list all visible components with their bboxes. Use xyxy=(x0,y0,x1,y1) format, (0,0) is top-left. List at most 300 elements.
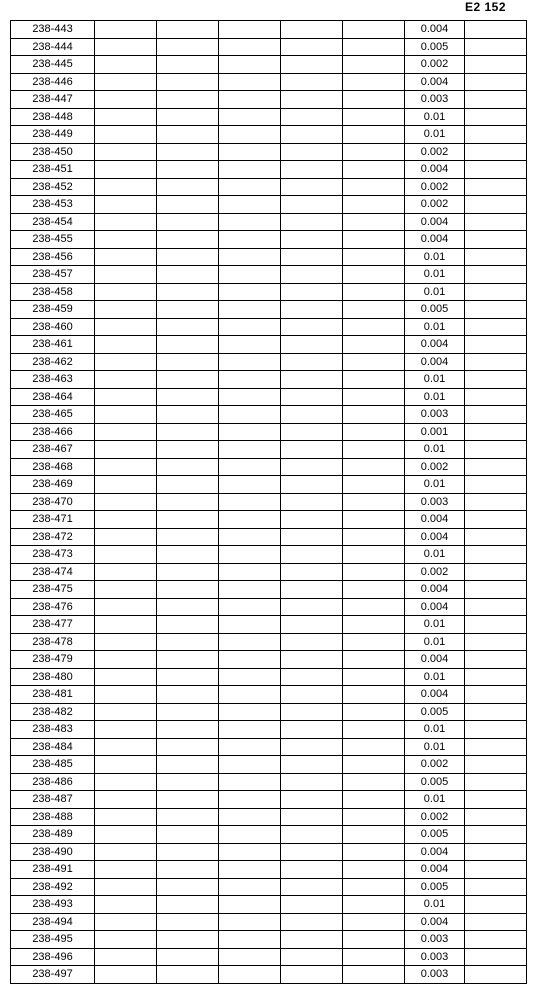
empty-cell xyxy=(157,511,219,529)
empty-cell xyxy=(219,91,281,109)
table-row xyxy=(11,371,527,389)
empty-cell xyxy=(281,56,343,74)
empty-cell xyxy=(95,38,157,56)
empty-cell xyxy=(157,738,219,756)
empty-cell xyxy=(343,826,405,844)
value-cell: 0.004 xyxy=(405,161,465,179)
sample-id-cell: 238-459 xyxy=(11,301,95,319)
empty-cell xyxy=(465,56,527,74)
empty-cell xyxy=(157,633,219,651)
value-cell: 0.004 xyxy=(405,861,465,879)
sample-id-cell: 238-490 xyxy=(11,843,95,861)
table-row xyxy=(11,441,527,459)
empty-cell xyxy=(95,353,157,371)
empty-cell xyxy=(281,371,343,389)
empty-cell xyxy=(157,808,219,826)
empty-cell xyxy=(95,633,157,651)
value-cell: 0.01 xyxy=(405,616,465,634)
sample-id-cell: 238-481 xyxy=(11,686,95,704)
empty-cell xyxy=(465,108,527,126)
empty-cell xyxy=(157,948,219,966)
sample-id-cell: 238-454 xyxy=(11,213,95,231)
empty-cell xyxy=(343,178,405,196)
empty-cell xyxy=(95,423,157,441)
empty-cell xyxy=(281,213,343,231)
table-row xyxy=(11,913,527,931)
empty-cell xyxy=(157,56,219,74)
empty-cell xyxy=(95,616,157,634)
empty-cell xyxy=(343,668,405,686)
empty-cell xyxy=(157,213,219,231)
sample-id-cell: 238-482 xyxy=(11,703,95,721)
empty-cell xyxy=(465,441,527,459)
table-row xyxy=(11,738,527,756)
empty-cell xyxy=(95,598,157,616)
empty-cell xyxy=(343,318,405,336)
value-cell: 0.002 xyxy=(405,756,465,774)
empty-cell xyxy=(281,721,343,739)
table-row xyxy=(11,633,527,651)
empty-cell xyxy=(157,196,219,214)
empty-cell xyxy=(343,931,405,949)
table-row xyxy=(11,966,527,984)
empty-cell xyxy=(157,861,219,879)
value-cell: 0.01 xyxy=(405,791,465,809)
empty-cell xyxy=(281,528,343,546)
empty-cell xyxy=(219,21,281,39)
empty-cell xyxy=(219,878,281,896)
empty-cell xyxy=(281,21,343,39)
value-cell: 0.01 xyxy=(405,476,465,494)
empty-cell xyxy=(465,931,527,949)
sample-id-cell: 238-444 xyxy=(11,38,95,56)
empty-cell xyxy=(465,511,527,529)
empty-cell xyxy=(157,843,219,861)
table-row xyxy=(11,476,527,494)
empty-cell xyxy=(281,826,343,844)
empty-cell xyxy=(157,318,219,336)
empty-cell xyxy=(343,213,405,231)
empty-cell xyxy=(281,266,343,284)
empty-cell xyxy=(157,581,219,599)
empty-cell xyxy=(219,196,281,214)
empty-cell xyxy=(343,773,405,791)
empty-cell xyxy=(157,21,219,39)
empty-cell xyxy=(157,301,219,319)
empty-cell xyxy=(95,126,157,144)
value-cell: 0.004 xyxy=(405,336,465,354)
sample-id-cell: 238-489 xyxy=(11,826,95,844)
empty-cell xyxy=(157,826,219,844)
empty-cell xyxy=(157,406,219,424)
empty-cell xyxy=(465,91,527,109)
empty-cell xyxy=(219,931,281,949)
value-cell: 0.004 xyxy=(405,511,465,529)
value-cell: 0.01 xyxy=(405,668,465,686)
sample-id-cell: 238-484 xyxy=(11,738,95,756)
empty-cell xyxy=(219,388,281,406)
empty-cell xyxy=(157,248,219,266)
empty-cell xyxy=(95,161,157,179)
empty-cell xyxy=(219,126,281,144)
empty-cell xyxy=(281,651,343,669)
empty-cell xyxy=(95,388,157,406)
empty-cell xyxy=(281,91,343,109)
empty-cell xyxy=(157,651,219,669)
empty-cell xyxy=(281,563,343,581)
sample-id-cell: 238-455 xyxy=(11,231,95,249)
empty-cell xyxy=(157,528,219,546)
empty-cell xyxy=(219,231,281,249)
value-cell: 0.003 xyxy=(405,406,465,424)
empty-cell xyxy=(343,896,405,914)
empty-cell xyxy=(343,388,405,406)
empty-cell xyxy=(465,476,527,494)
empty-cell xyxy=(465,598,527,616)
empty-cell xyxy=(95,493,157,511)
empty-cell xyxy=(281,283,343,301)
value-cell: 0.01 xyxy=(405,248,465,266)
empty-cell xyxy=(157,476,219,494)
empty-cell xyxy=(465,826,527,844)
empty-cell xyxy=(219,668,281,686)
empty-cell xyxy=(281,441,343,459)
empty-cell xyxy=(465,161,527,179)
table-row xyxy=(11,668,527,686)
empty-cell xyxy=(95,651,157,669)
empty-cell xyxy=(343,196,405,214)
empty-cell xyxy=(343,703,405,721)
empty-cell xyxy=(281,931,343,949)
table-row xyxy=(11,336,527,354)
empty-cell xyxy=(95,21,157,39)
sample-id-cell: 238-450 xyxy=(11,143,95,161)
table-row xyxy=(11,56,527,74)
sample-id-cell: 238-463 xyxy=(11,371,95,389)
empty-cell xyxy=(95,476,157,494)
empty-cell xyxy=(281,791,343,809)
empty-cell xyxy=(219,301,281,319)
sample-id-cell: 238-487 xyxy=(11,791,95,809)
sample-id-cell: 238-491 xyxy=(11,861,95,879)
empty-cell xyxy=(281,301,343,319)
value-cell: 0.005 xyxy=(405,703,465,721)
empty-cell xyxy=(95,458,157,476)
table-row xyxy=(11,756,527,774)
table-row xyxy=(11,38,527,56)
table-row xyxy=(11,178,527,196)
empty-cell xyxy=(157,563,219,581)
empty-cell xyxy=(157,108,219,126)
empty-cell xyxy=(95,948,157,966)
value-cell: 0.01 xyxy=(405,108,465,126)
table-row xyxy=(11,931,527,949)
empty-cell xyxy=(95,196,157,214)
empty-cell xyxy=(465,248,527,266)
empty-cell xyxy=(343,143,405,161)
empty-cell xyxy=(219,318,281,336)
empty-cell xyxy=(157,336,219,354)
empty-cell xyxy=(343,336,405,354)
empty-cell xyxy=(343,56,405,74)
empty-cell xyxy=(281,493,343,511)
table-row xyxy=(11,826,527,844)
value-cell: 0.01 xyxy=(405,546,465,564)
empty-cell xyxy=(95,668,157,686)
empty-cell xyxy=(281,38,343,56)
empty-cell xyxy=(281,966,343,984)
empty-cell xyxy=(465,406,527,424)
empty-cell xyxy=(95,808,157,826)
empty-cell xyxy=(281,353,343,371)
empty-cell xyxy=(219,161,281,179)
value-cell: 0.005 xyxy=(405,826,465,844)
value-cell: 0.005 xyxy=(405,773,465,791)
empty-cell xyxy=(465,668,527,686)
empty-cell xyxy=(343,878,405,896)
table-row xyxy=(11,528,527,546)
empty-cell xyxy=(95,213,157,231)
table-row xyxy=(11,616,527,634)
table-row xyxy=(11,161,527,179)
sample-id-cell: 238-477 xyxy=(11,616,95,634)
sample-id-cell: 238-465 xyxy=(11,406,95,424)
empty-cell xyxy=(219,353,281,371)
empty-cell xyxy=(343,161,405,179)
value-cell: 0.01 xyxy=(405,283,465,301)
empty-cell xyxy=(343,91,405,109)
empty-cell xyxy=(157,668,219,686)
table-row xyxy=(11,423,527,441)
empty-cell xyxy=(219,423,281,441)
empty-cell xyxy=(219,546,281,564)
empty-cell xyxy=(157,283,219,301)
value-cell: 0.004 xyxy=(405,843,465,861)
sample-id-cell: 238-447 xyxy=(11,91,95,109)
empty-cell xyxy=(95,703,157,721)
empty-cell xyxy=(343,721,405,739)
sample-id-cell: 238-492 xyxy=(11,878,95,896)
empty-cell xyxy=(219,441,281,459)
empty-cell xyxy=(465,213,527,231)
empty-cell xyxy=(157,91,219,109)
sample-id-cell: 238-480 xyxy=(11,668,95,686)
table-row xyxy=(11,878,527,896)
empty-cell xyxy=(465,493,527,511)
empty-cell xyxy=(343,843,405,861)
empty-cell xyxy=(465,126,527,144)
value-cell: 0.003 xyxy=(405,966,465,984)
empty-cell xyxy=(157,458,219,476)
empty-cell xyxy=(95,756,157,774)
table-row xyxy=(11,581,527,599)
table-row xyxy=(11,126,527,144)
empty-cell xyxy=(219,843,281,861)
empty-cell xyxy=(343,266,405,284)
empty-cell xyxy=(219,213,281,231)
empty-cell xyxy=(219,371,281,389)
sample-id-cell: 238-474 xyxy=(11,563,95,581)
empty-cell xyxy=(343,686,405,704)
empty-cell xyxy=(281,73,343,91)
empty-cell xyxy=(281,843,343,861)
empty-cell xyxy=(343,546,405,564)
empty-cell xyxy=(95,441,157,459)
empty-cell xyxy=(95,896,157,914)
value-cell: 0.01 xyxy=(405,721,465,739)
results-table-body xyxy=(11,21,527,984)
empty-cell xyxy=(219,143,281,161)
value-cell: 0.004 xyxy=(405,73,465,91)
empty-cell xyxy=(219,633,281,651)
empty-cell xyxy=(219,248,281,266)
empty-cell xyxy=(157,388,219,406)
sample-id-cell: 238-443 xyxy=(11,21,95,39)
empty-cell xyxy=(157,266,219,284)
value-cell: 0.004 xyxy=(405,21,465,39)
empty-cell xyxy=(281,511,343,529)
empty-cell xyxy=(343,581,405,599)
value-cell: 0.01 xyxy=(405,441,465,459)
empty-cell xyxy=(157,143,219,161)
value-cell: 0.005 xyxy=(405,301,465,319)
value-cell: 0.004 xyxy=(405,913,465,931)
empty-cell xyxy=(281,336,343,354)
empty-cell xyxy=(95,528,157,546)
empty-cell xyxy=(281,318,343,336)
empty-cell xyxy=(465,651,527,669)
empty-cell xyxy=(343,476,405,494)
table-row xyxy=(11,196,527,214)
value-cell: 0.002 xyxy=(405,143,465,161)
empty-cell xyxy=(343,966,405,984)
sample-id-cell: 238-458 xyxy=(11,283,95,301)
empty-cell xyxy=(95,511,157,529)
table-row xyxy=(11,493,527,511)
table-row xyxy=(11,843,527,861)
empty-cell xyxy=(343,231,405,249)
sample-id-cell: 238-479 xyxy=(11,651,95,669)
empty-cell xyxy=(219,896,281,914)
empty-cell xyxy=(219,703,281,721)
empty-cell xyxy=(465,843,527,861)
empty-cell xyxy=(343,948,405,966)
sample-id-cell: 238-446 xyxy=(11,73,95,91)
empty-cell xyxy=(343,511,405,529)
sample-id-cell: 238-488 xyxy=(11,808,95,826)
empty-cell xyxy=(95,791,157,809)
sample-id-cell: 238-466 xyxy=(11,423,95,441)
sample-id-cell: 238-486 xyxy=(11,773,95,791)
empty-cell xyxy=(95,178,157,196)
table-row xyxy=(11,861,527,879)
empty-cell xyxy=(343,651,405,669)
value-cell: 0.002 xyxy=(405,808,465,826)
empty-cell xyxy=(219,528,281,546)
empty-cell xyxy=(281,126,343,144)
value-cell: 0.002 xyxy=(405,56,465,74)
table-row xyxy=(11,318,527,336)
empty-cell xyxy=(343,493,405,511)
empty-cell xyxy=(219,966,281,984)
empty-cell xyxy=(157,773,219,791)
empty-cell xyxy=(281,598,343,616)
empty-cell xyxy=(465,353,527,371)
empty-cell xyxy=(465,38,527,56)
empty-cell xyxy=(157,896,219,914)
table-row xyxy=(11,283,527,301)
empty-cell xyxy=(219,458,281,476)
empty-cell xyxy=(219,493,281,511)
empty-cell xyxy=(219,861,281,879)
value-cell: 0.003 xyxy=(405,493,465,511)
value-cell: 0.004 xyxy=(405,231,465,249)
empty-cell xyxy=(281,896,343,914)
empty-cell xyxy=(95,266,157,284)
value-cell: 0.004 xyxy=(405,651,465,669)
sample-id-cell: 238-453 xyxy=(11,196,95,214)
sample-id-cell: 238-485 xyxy=(11,756,95,774)
empty-cell xyxy=(95,318,157,336)
empty-cell xyxy=(157,546,219,564)
empty-cell xyxy=(281,406,343,424)
empty-cell xyxy=(465,686,527,704)
empty-cell xyxy=(281,756,343,774)
empty-cell xyxy=(281,703,343,721)
empty-cell xyxy=(465,861,527,879)
table-row xyxy=(11,686,527,704)
empty-cell xyxy=(95,283,157,301)
empty-cell xyxy=(95,773,157,791)
empty-cell xyxy=(219,651,281,669)
table-row xyxy=(11,546,527,564)
empty-cell xyxy=(157,686,219,704)
empty-cell xyxy=(281,546,343,564)
value-cell: 0.01 xyxy=(405,266,465,284)
sample-id-cell: 238-449 xyxy=(11,126,95,144)
empty-cell xyxy=(465,966,527,984)
value-cell: 0.005 xyxy=(405,38,465,56)
empty-cell xyxy=(281,388,343,406)
empty-cell xyxy=(343,598,405,616)
empty-cell xyxy=(95,826,157,844)
empty-cell xyxy=(157,703,219,721)
value-cell: 0.002 xyxy=(405,458,465,476)
sample-id-cell: 238-445 xyxy=(11,56,95,74)
empty-cell xyxy=(465,21,527,39)
sample-id-cell: 238-467 xyxy=(11,441,95,459)
empty-cell xyxy=(465,633,527,651)
empty-cell xyxy=(281,913,343,931)
empty-cell xyxy=(95,336,157,354)
table-row xyxy=(11,808,527,826)
value-cell: 0.004 xyxy=(405,528,465,546)
empty-cell xyxy=(281,616,343,634)
empty-cell xyxy=(157,353,219,371)
empty-cell xyxy=(465,791,527,809)
sample-id-cell: 238-472 xyxy=(11,528,95,546)
empty-cell xyxy=(219,336,281,354)
value-cell: 0.002 xyxy=(405,563,465,581)
empty-cell xyxy=(465,283,527,301)
empty-cell xyxy=(95,738,157,756)
table-row xyxy=(11,353,527,371)
empty-cell xyxy=(95,248,157,266)
empty-cell xyxy=(95,56,157,74)
table-row xyxy=(11,301,527,319)
empty-cell xyxy=(343,808,405,826)
value-cell: 0.003 xyxy=(405,931,465,949)
